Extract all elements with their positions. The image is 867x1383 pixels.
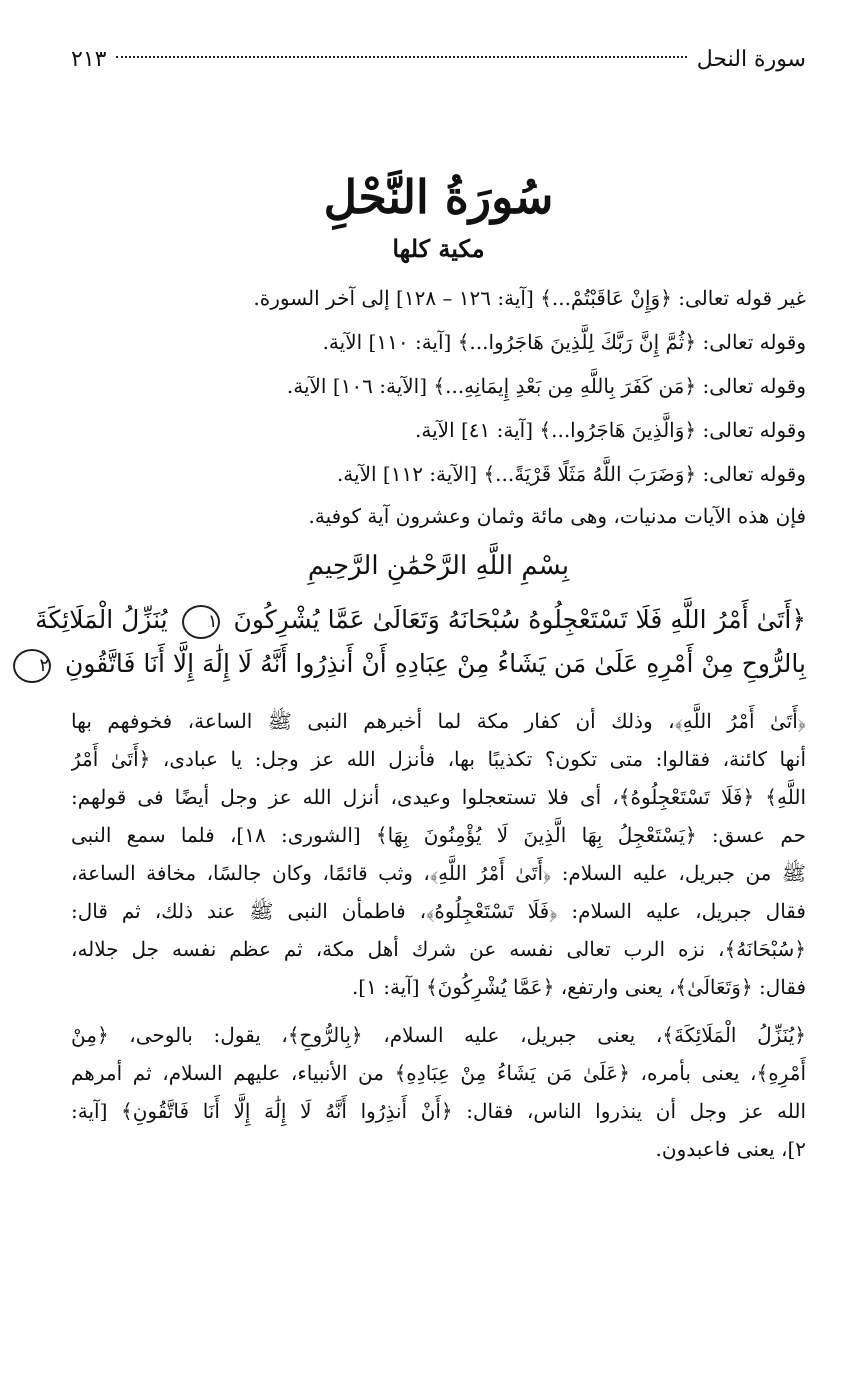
book-page xyxy=(36,40,807,1353)
verse-line xyxy=(40,642,807,686)
commentary-line: ﴿سُبْحَانَهُ﴾، نزه الرب تعالى نفسه عن شرك أهل مكة، ثم عظم نفسه جل جلاله، xyxy=(72,937,807,961)
header-surah-name: سورة النحل xyxy=(697,47,807,72)
commentary-line: فقال جبريل، عليه السلام: ﴿فَلَا تَسْتَعْجِلُوهُ﴾، فاطمأن النبى ﷺ عند ذلك، ثم قال: xyxy=(72,899,807,923)
exception-line: وقوله تعالى: ﴿ثُمَّ إِنَّ رَبَّكَ لِلَّذِينَ هَاجَرُوا...﴾ [آية: ١١٠] الآية. xyxy=(323,330,807,354)
ayah-number-marker: ٢ xyxy=(14,649,52,683)
surah-title: سُورَةُ النَّحْلِ xyxy=(324,170,555,224)
exception-line: وقوله تعالى: ﴿وَالَّذِينَ هَاجَرُوا...﴾ [آية: ٤١] الآية. xyxy=(416,418,807,442)
revelation-note: مكية كلها xyxy=(393,234,486,263)
exception-line: غير قوله تعالى: ﴿وَإِنْ عَاقَبْتُمْ...﴾ [آية: ١٢٦ – ١٢٨] إلى آخر السورة. xyxy=(254,286,807,310)
ayah-number-marker: ١ xyxy=(183,605,221,639)
commentary-line: ﷺ من جبريل، عليه السلام: ﴿أَتَىٰ أَمْرُ اللَّهِ﴾، وثب قائمًا، وكان جالسًا، مخافة الساعة، xyxy=(72,861,807,885)
basmala: بِسْمِ اللَّهِ الرَّحْمَٰنِ الرَّحِيمِ xyxy=(308,551,571,581)
page-number: ٢١٣ xyxy=(72,47,108,72)
commentary-line: ﴿يُنَزِّلُ الْمَلَائِكَةَ﴾، يعنى جبريل، عليه السلام، ﴿بِالرُّوحِ﴾، يقول: بالوحى، ﴿مِنْ xyxy=(72,1023,807,1047)
quran-verses xyxy=(36,598,807,694)
dotted-leader xyxy=(117,56,687,58)
verse-line xyxy=(36,598,807,642)
commentary xyxy=(72,702,807,1168)
commentary-line: ٢]، يعنى فاعبدون. xyxy=(656,1137,807,1161)
exception-line: وقوله تعالى: ﴿وَضَرَبَ اللَّهُ مَثَلًا قَرْيَةً...﴾ [الآية: ١١٢] الآية. xyxy=(337,462,807,486)
verse-text: ﴿أَتَىٰ أَمْرُ اللَّهِ فَلَا تَسْتَعْجِلُوهُ سُبْحَانَهُ وَتَعَالَىٰ عَمَّا يُشْرِكُونَ xyxy=(234,605,807,634)
running-header xyxy=(72,40,807,80)
verse-text: بِالرُّوحِ مِنْ أَمْرِهِ عَلَىٰ مَن يَشَاءُ مِنْ عِبَادِهِ أَنْ أَنذِرُوا أَنَّهُ لَا إِلَٰهَ إِلَّا أَنَا فَاتَّقُونِ xyxy=(66,649,807,678)
commentary-line: ﴿أَتَىٰ أَمْرُ اللَّهِ﴾، وذلك أن كفار مكة لما أخبرهم النبى ﷺ الساعة، فخوفهم بها xyxy=(72,709,807,733)
commentary-line: اللَّهِ﴾ ﴿فَلَا تَسْتَعْجِلُوهُ﴾، أى فلا تستعجلوا وعيدى، أنزل الله عز وجل أيضًا فى قولهم: xyxy=(72,785,807,809)
commentary-line: الله عز وجل أن ينذروا الناس، فقال: ﴿أَنْ أَنذِرُوا أَنَّهُ لَا إِلَٰهَ إِلَّا أَنَا فَاتَّقُونِ﴾ [آية: xyxy=(72,1099,807,1123)
paragraph-gap xyxy=(72,1006,807,1016)
exceptions-list xyxy=(72,276,807,496)
closing-note: فإن هذه الآيات مدنيات، وهى مائة وثمان وعشرون آية كوفية. xyxy=(309,504,807,528)
verse-text: يُنَزِّلُ الْمَلَائِكَةَ xyxy=(36,605,169,634)
commentary-line: أنها كائنة، فقالوا: متى تكون؟ تكذيبًا بها، فأنزل الله عز وجل: يا عبادى، ﴿أَتَىٰ أَمْرُ xyxy=(72,747,807,771)
exception-line: وقوله تعالى: ﴿مَن كَفَرَ بِاللَّهِ مِن بَعْدِ إِيمَانِهِ...﴾ [الآية: ١٠٦] الآية. xyxy=(287,374,807,398)
commentary-line: أَمْرِهِ﴾، يعنى بأمره، ﴿عَلَىٰ مَن يَشَاءُ مِنْ عِبَادِهِ﴾ من الأنبياء، عليهم السلام، ثم أمرهم xyxy=(72,1061,807,1085)
commentary-line: حم عسق: ﴿يَسْتَعْجِلُ بِهَا الَّذِينَ لَا يُؤْمِنُونَ بِهَا﴾ [الشورى: ١٨]، فلما سمع النبى xyxy=(72,823,807,847)
commentary-line: فقال: ﴿وَتَعَالَىٰ﴾، يعنى وارتفع، ﴿عَمَّا يُشْرِكُونَ﴾ [آية: ١]. xyxy=(352,975,807,999)
